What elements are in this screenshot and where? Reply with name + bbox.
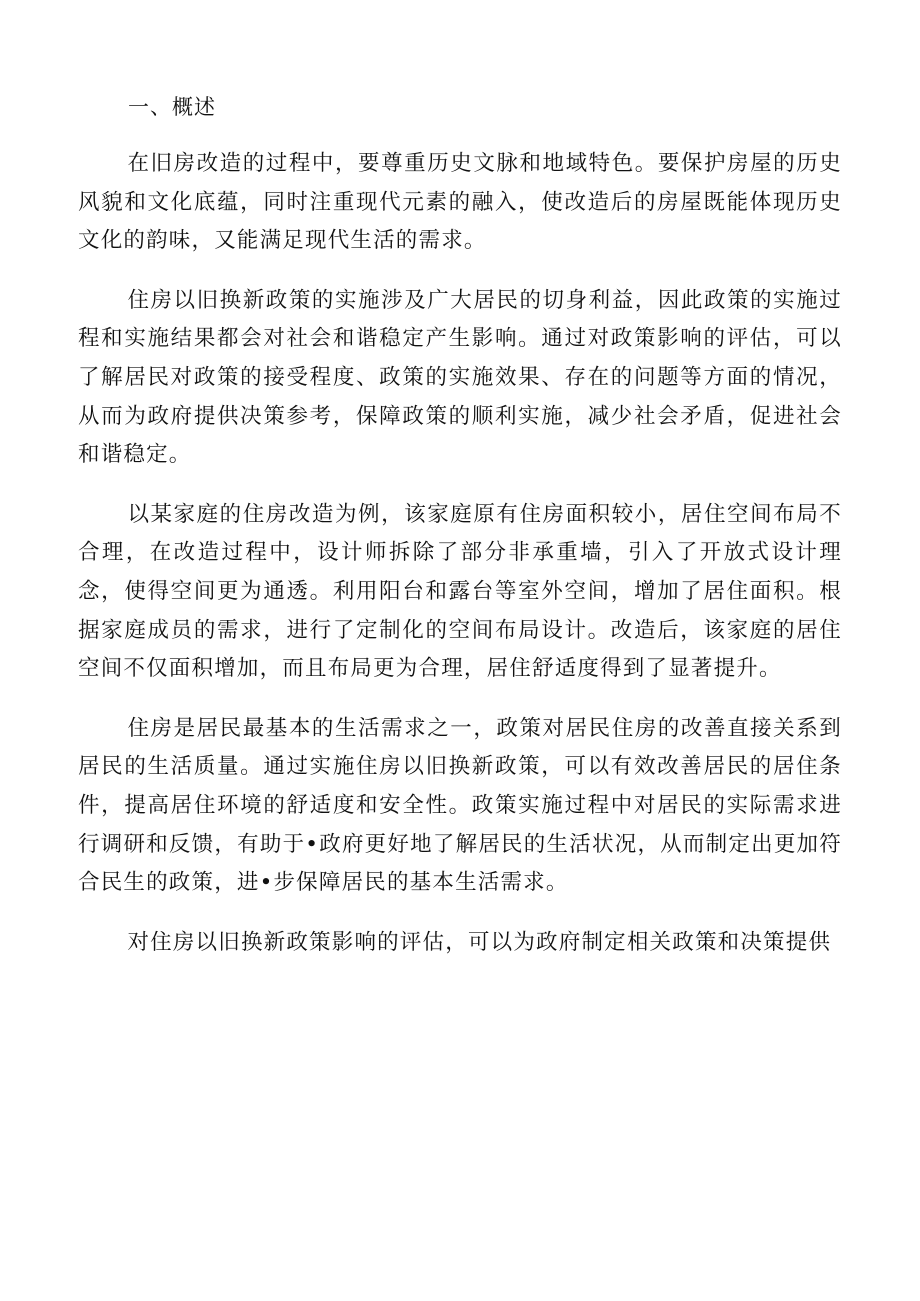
paragraph-social-stability: 住房以旧换新政策的实施涉及广大居民的切身利益，因此政策的实施过程和实施结果都会对社会和谐稳定产生影响。通过对政策影响的评估，可以了解居民对政策的接受程度、政策的实施效果、存在的问题等方面的情况，从而为政府提供决策参考，保障政策的顺利实施，减少社会矛盾，促进社会和谐稳定。 xyxy=(78,287,842,468)
paragraph-living-quality: 住房是居民最基本的生活需求之一，政策对居民住房的改善直接关系到居民的生活质量。通过实施住房以旧换新政策，可以有效改善居民的居住条件，提高居住环境的舒适度和安全性。政策实施过程中对居民的实际需求进行调研和反馈，有助于•政府更好地了解居民的生活状况，从而制定出更加符合民生的政策，进•步保障居民的基本生活需求。 xyxy=(78,715,842,896)
paragraph-policy-evaluation: 对住房以旧换新政策影响的评估，可以为政府制定相关政策和决策提供 xyxy=(127,929,832,955)
section-heading: 一、概述 xyxy=(128,95,216,119)
paragraph-heritage: 在旧房改造的过程中，要尊重历史文脉和地域特色。要保护房屋的历史风貌和文化底蕴，同时注重现代元素的融入，使改造后的房屋既能体现历史文化的韵味，又能满足现代生活的需求。 xyxy=(78,151,842,254)
document-body xyxy=(78,145,842,983)
paragraph-case-study: 以某家庭的住房改造为例，该家庭原有住房面积较小，居住空间布局不合理，在改造过程中，设计师拆除了部分非承重墙，引入了开放式设计理念，使得空间更为通透。利用阳台和露台等室外空间，增加了居住面积。根据家庭成员的需求，进行了定制化的空间布局设计。改造后，该家庭的居住空间不仅面积增加，而且布局更为合理，居住舒适度得到了显著提升。 xyxy=(78,501,842,682)
